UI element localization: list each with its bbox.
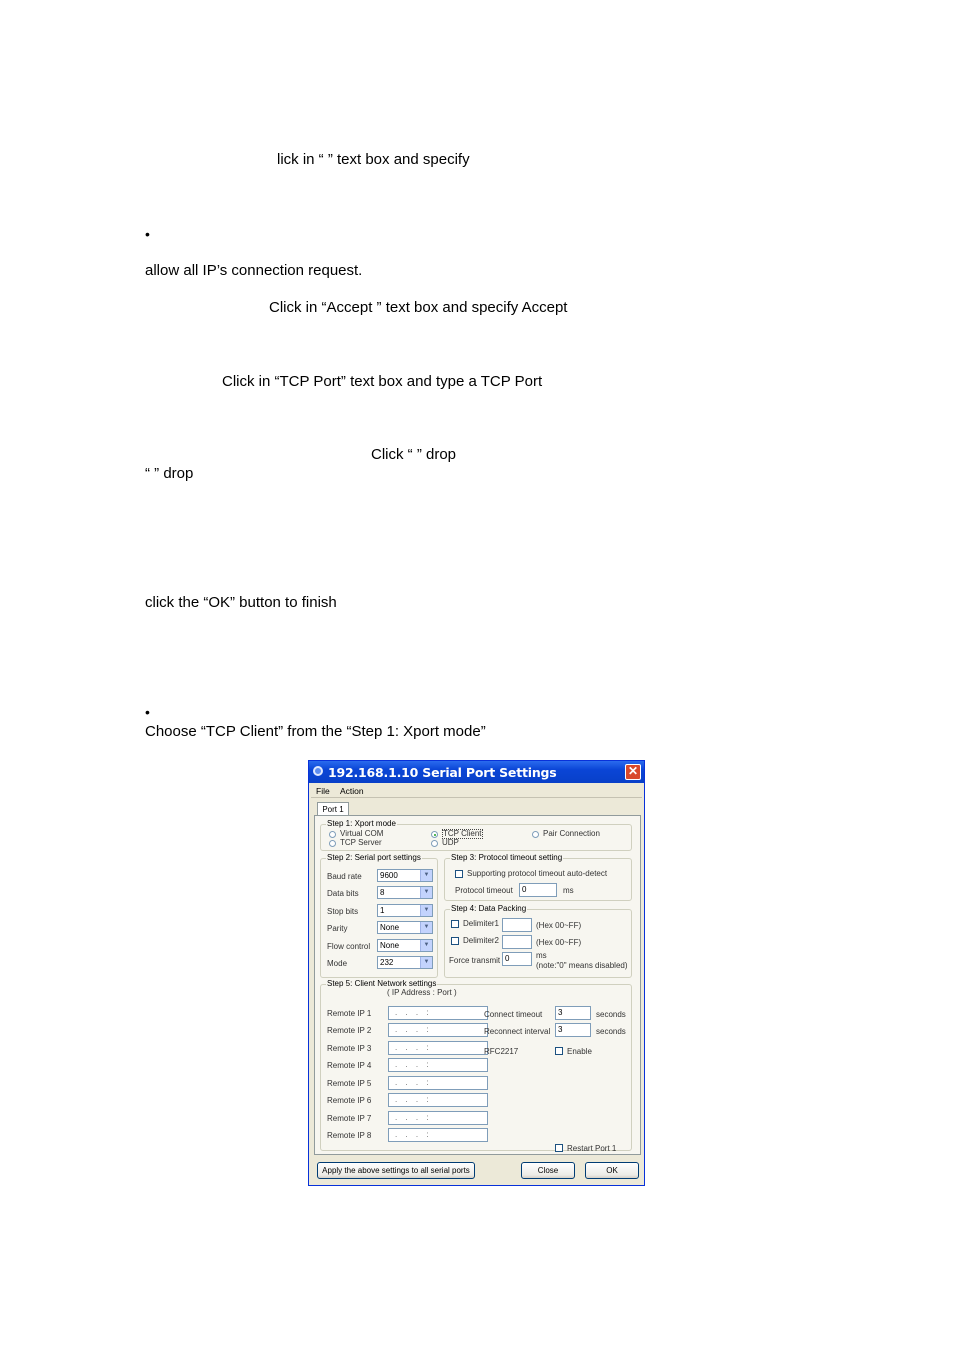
parity-label: Parity [327,924,348,933]
dialog-title: 192.168.1.10 Serial Port Settings [328,765,557,780]
doc-line-1: lick in “ ” text box and specify [277,151,470,168]
doc-line-5: Click “ ” drop [371,446,457,463]
remote-ip-5-label: Remote IP 5 [327,1079,372,1088]
remote-ip-3-label: Remote IP 3 [327,1044,372,1053]
chevron-down-icon: ▼ [420,922,432,933]
reconnect-interval-input[interactable]: 3 [555,1023,591,1037]
delimiter2-input[interactable] [502,935,532,949]
reconnect-interval-unit: seconds [596,1027,626,1036]
reconnect-interval-label: Reconnect interval [484,1027,551,1036]
flow-control-select[interactable] [377,939,433,952]
restart-port-label: Restart Port 1 [567,1144,617,1153]
step1-group [320,819,632,851]
step4-group [444,904,632,978]
bullet-1: • [145,226,150,242]
menu-divider [311,797,642,798]
gear-icon [313,766,323,776]
stop-bits-value: 1 [380,906,385,915]
protocol-timeout-unit: ms [563,886,574,895]
baud-rate-select[interactable] [377,869,433,882]
remote-ip-3-input[interactable]: . . . : [388,1041,488,1055]
radio-udp-label: UDP [442,838,459,847]
delimiter2-checkbox[interactable] [451,937,459,945]
protocol-timeout-label: Protocol timeout [455,886,513,895]
doc-line-6: “ ” drop [145,465,194,482]
menu-file[interactable]: File [316,786,330,796]
chevron-down-icon: ▼ [420,905,432,916]
radio-tcp-client-label: TCP Client [443,829,482,838]
chevron-down-icon: ▼ [420,940,432,951]
remote-ip-5-input[interactable]: . . . : [388,1076,488,1090]
data-bits-select[interactable] [377,886,433,899]
protocol-timeout-input[interactable]: 0 [519,883,557,897]
serial-port-settings-dialog [308,760,645,1186]
data-bits-label: Data bits [327,889,359,898]
force-transmit-label: Force transmit [449,956,501,965]
delimiter1-hint: (Hex 00~FF) [536,921,582,930]
stop-bits-select[interactable] [377,904,433,917]
delimiter1-input[interactable] [502,918,532,932]
remote-ip-2-label: Remote IP 2 [327,1026,372,1035]
remote-ip-8-input[interactable]: . . . : [388,1128,488,1142]
step2-group [320,853,438,978]
parity-select[interactable] [377,921,433,934]
delimiter1-checkbox[interactable] [451,920,459,928]
radio-pair-connection[interactable] [532,831,539,838]
remote-ip-6-label: Remote IP 6 [327,1096,372,1105]
doc-line-4: Click in “TCP Port” text box and type a TCP Port [222,373,543,390]
menu-action[interactable]: Action [340,786,364,796]
apply-all-ports-button[interactable]: Apply the above settings to all serial ports [317,1162,475,1179]
remote-ip-1-input[interactable]: . . . : [388,1006,488,1020]
doc-line-2: allow all IP’s connection request. [145,262,363,279]
mode-select[interactable] [377,956,433,969]
rfc2217-enable-checkbox[interactable] [555,1047,563,1055]
radio-pair-connection-label: Pair Connection [543,829,600,838]
step5-title: Step 5: Client Network settings [327,979,437,988]
connect-timeout-input[interactable]: 3 [555,1006,591,1020]
step2-title: Step 2: Serial port settings [327,853,421,862]
remote-ip-6-input[interactable]: . . . : [388,1093,488,1107]
data-bits-value: 8 [380,888,385,897]
step3-group [444,853,632,901]
delimiter1-label: Delimiter1 [463,919,500,928]
tab-port-1[interactable]: Port 1 [317,802,349,816]
step5-subtitle: ( IP Address : Port ) [387,988,457,997]
protocol-auto-detect-label: Supporting protocol timeout auto-detect [467,869,608,878]
delimiter2-label: Delimiter2 [463,936,500,945]
chevron-down-icon: ▼ [420,957,432,968]
remote-ip-1-label: Remote IP 1 [327,1009,372,1018]
close-icon[interactable]: ✕ [625,764,641,780]
doc-line-3: Click in “Accept ” text box and specify Accept [269,299,568,316]
remote-ip-4-input[interactable]: . . . : [388,1058,488,1072]
force-transmit-note: (note:"0" means disabled) [536,961,628,970]
remote-ip-8-label: Remote IP 8 [327,1131,372,1140]
radio-udp[interactable] [431,840,438,847]
close-button[interactable]: Close [521,1162,575,1179]
step4-title: Step 4: Data Packing [451,904,527,913]
radio-tcp-server[interactable] [329,840,336,847]
chevron-down-icon: ▼ [420,870,432,881]
baud-rate-label: Baud rate [327,872,362,881]
connect-timeout-label: Connect timeout [484,1010,543,1019]
remote-ip-7-label: Remote IP 7 [327,1114,372,1123]
remote-ip-2-input[interactable]: . . . : [388,1023,488,1037]
step5-group [320,979,632,1153]
tab-panel [314,815,641,1155]
radio-virtual-com[interactable] [329,831,336,838]
mode-label: Mode [327,959,348,968]
step1-title: Step 1: Xport mode [327,819,396,828]
remote-ip-4-label: Remote IP 4 [327,1061,372,1070]
chevron-down-icon: ▼ [420,887,432,898]
title-bar[interactable] [309,761,644,783]
flow-control-label: Flow control [327,942,371,951]
parity-value: None [380,923,400,932]
remote-ip-7-input[interactable]: . . . : [388,1111,488,1125]
force-transmit-unit: ms [536,951,547,960]
rfc2217-enable-label: Enable [567,1047,592,1056]
ok-button[interactable]: OK [585,1162,639,1179]
flow-control-value: None [380,941,400,950]
baud-rate-value: 9600 [380,871,398,880]
protocol-auto-detect-checkbox[interactable] [455,870,463,878]
rfc2217-label: RFC2217 [484,1047,519,1056]
stop-bits-label: Stop bits [327,907,359,916]
delimiter2-hint: (Hex 00~FF) [536,938,582,947]
radio-tcp-client[interactable] [431,831,438,838]
radio-tcp-server-label: TCP Server [340,838,382,847]
doc-line-7: click the “OK” button to finish [145,594,337,611]
step3-title: Step 3: Protocol timeout setting [451,853,563,862]
connect-timeout-unit: seconds [596,1010,626,1019]
doc-line-8: Choose “TCP Client” from the “Step 1: Xport mode” [145,723,486,740]
bullet-2: • [145,704,150,720]
radio-virtual-com-label: Virtual COM [340,829,384,838]
mode-value: 232 [380,958,394,967]
force-transmit-input[interactable]: 0 [502,952,532,966]
restart-port-checkbox[interactable] [555,1144,563,1152]
